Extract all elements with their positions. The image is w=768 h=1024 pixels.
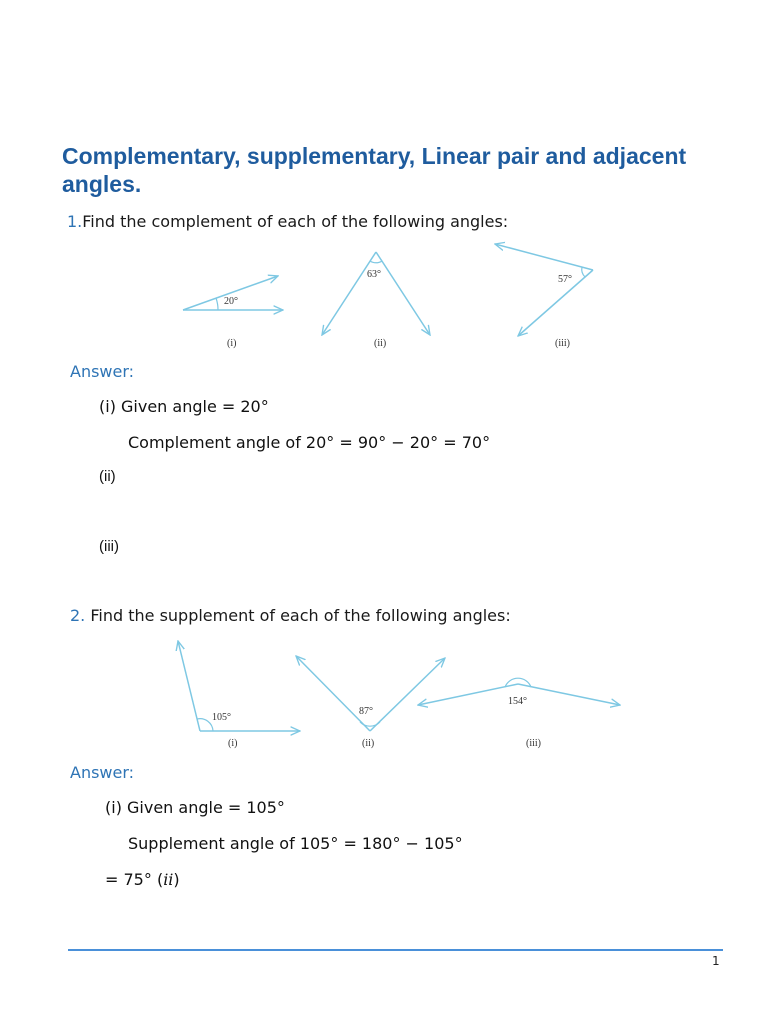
question-2 bbox=[70, 606, 511, 625]
figure-caption-ii: (ii) bbox=[374, 338, 387, 349]
answer-2-result bbox=[105, 870, 180, 889]
angle-figure-154 bbox=[418, 678, 620, 749]
angle-label-87: 87° bbox=[359, 706, 373, 717]
question-2-number: 2. bbox=[70, 606, 86, 625]
answer-2-given: (i) Given angle = 105° bbox=[105, 798, 285, 817]
page-title: Complementary, supplementary, Linear pair and adjacent angles. bbox=[62, 143, 687, 197]
angle-figure-57 bbox=[495, 244, 593, 349]
figure-caption-iii: (iii) bbox=[555, 338, 570, 349]
question-1-number: 1. bbox=[67, 212, 83, 231]
angle-figure-87 bbox=[296, 656, 445, 749]
angle-label-57: 57° bbox=[558, 274, 572, 285]
figure-caption-i: (i) bbox=[227, 338, 237, 349]
figure-caption-i-2: (i) bbox=[228, 738, 238, 749]
angle-figure-20 bbox=[183, 276, 283, 349]
question-2-text: Find the supplement of each of the following angles: bbox=[90, 606, 511, 625]
answer-2-calc: Supplement angle of 105° = 180° − 105° bbox=[128, 834, 463, 853]
answer-1-calc: Complement angle of 20° = 90° − 20° = 70° bbox=[128, 433, 491, 452]
answer-2-result-suffix: ) bbox=[173, 870, 180, 889]
figure-caption-iii-2: (iii) bbox=[526, 738, 541, 749]
answer-1-iii: (iii) bbox=[99, 538, 119, 555]
page-number: 1 bbox=[712, 954, 720, 968]
question-1-text: Find the complement of each of the following angles: bbox=[82, 212, 509, 231]
angle-figure-105 bbox=[178, 641, 300, 749]
answer-label-2: Answer: bbox=[70, 763, 135, 782]
answer-2-result-ital: ii bbox=[163, 870, 174, 889]
answer-label-1: Answer: bbox=[70, 362, 135, 381]
question-1 bbox=[67, 212, 508, 231]
supplement-figures bbox=[170, 636, 630, 754]
angle-label-154: 154° bbox=[508, 696, 527, 707]
complement-figures bbox=[170, 238, 640, 353]
figure-caption-ii-2: (ii) bbox=[362, 738, 375, 749]
angle-figure-63 bbox=[322, 252, 430, 349]
angle-label-63: 63° bbox=[367, 269, 381, 280]
angle-label-105: 105° bbox=[212, 712, 231, 723]
answer-2-result-prefix: = 75° ( bbox=[105, 870, 164, 889]
footer-rule bbox=[68, 949, 723, 951]
answer-1-ii: (ii) bbox=[99, 468, 116, 485]
answer-1-given: (i) Given angle = 20° bbox=[99, 397, 269, 416]
angle-label-20: 20° bbox=[224, 296, 238, 307]
